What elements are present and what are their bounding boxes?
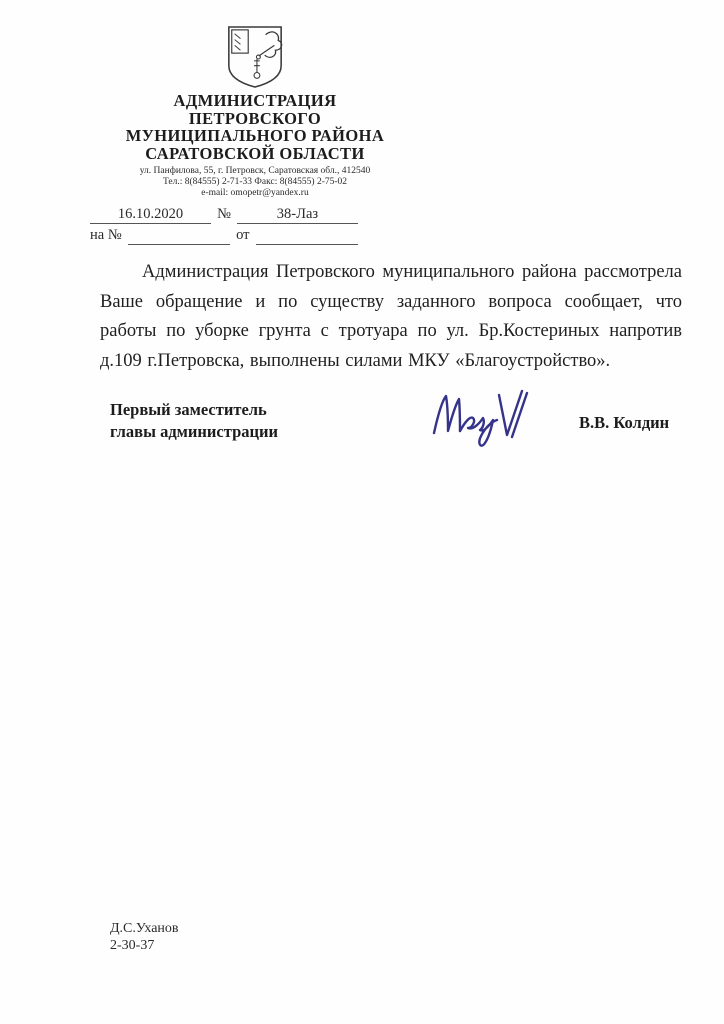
org-email: e-mail: omopetr@yandex.ru <box>201 188 309 198</box>
reply-number-blank <box>128 225 230 245</box>
reply-date-blank <box>256 225 358 245</box>
reference-block <box>90 203 358 245</box>
signer-title-line-1: Первый заместитель <box>110 400 267 419</box>
handwritten-signature <box>428 383 532 451</box>
reply-to-label: на № <box>90 227 122 243</box>
executor-name: Д.С.Уханов <box>110 921 179 936</box>
signer-name: В.В. Колдин <box>579 413 670 432</box>
org-address: ул. Панфилова, 55, г. Петровск, Саратовская обл., 412540 <box>139 166 371 176</box>
org-name-line-1: АДМИНИСТРАЦИЯ <box>173 91 337 110</box>
reference-row-reply <box>90 224 358 245</box>
number-sign-label: № <box>217 206 231 222</box>
org-phone-fax: Тел.: 8(84555) 2-71-33 Факс: 8(84555) 2-75-02 <box>162 177 348 187</box>
org-name-line-4: САРАТОВСКОЙ ОБЛАСТИ <box>145 143 365 163</box>
reference-row-date-number <box>90 203 358 224</box>
letter-body-paragraph: Администрация Петровского муниципального района рассмотрела Ваше обращение и по существу заданного вопроса сообщает, что работы по уборке грунта с тротуара по ул. Бр.Костериных напротив д.109 г.Петровска, выполнены силами МКУ «Благоустройство». <box>100 262 682 371</box>
signer-title <box>110 399 278 442</box>
executor-block <box>110 921 179 954</box>
executor-phone: 2-30-37 <box>110 937 155 953</box>
letter-date: 16.10.2020 <box>90 204 211 224</box>
coat-of-arms-icon <box>224 24 286 90</box>
letterhead <box>85 24 425 199</box>
org-name-line-3: МУНИЦИПАЛЬНОГО РАЙОНА <box>125 126 385 145</box>
org-name-line-2: ПЕТРОВСКОГО <box>188 108 322 128</box>
reply-date-label: от <box>236 227 250 243</box>
signer-title-line-2: главы администрации <box>110 421 279 441</box>
letter-number: 38-Лаз <box>237 204 358 224</box>
